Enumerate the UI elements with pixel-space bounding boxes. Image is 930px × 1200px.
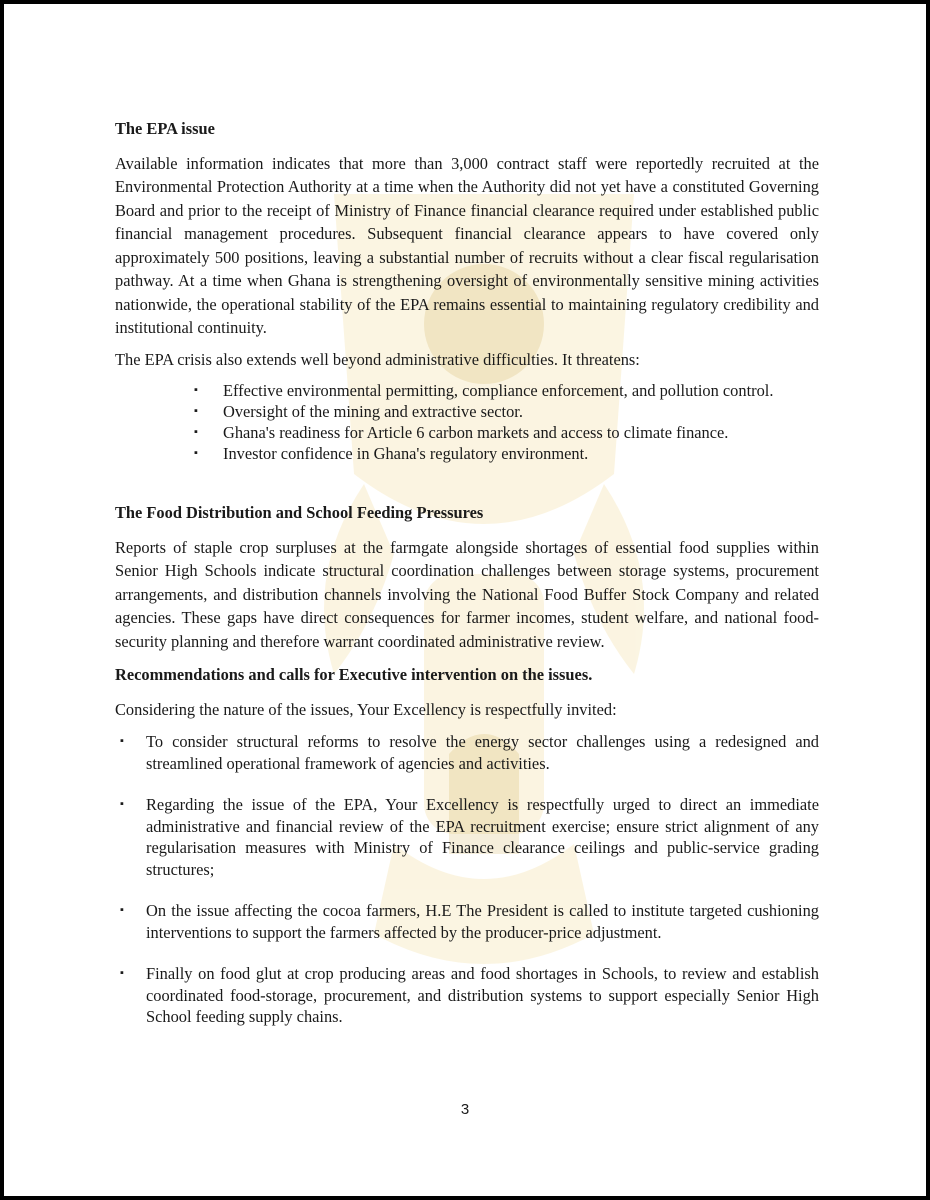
recommendations-heading: Recommendations and calls for Executive intervention on the issues.	[115, 665, 593, 684]
epa-paragraph-2: The EPA crisis also extends well beyond administrative difficulties. It threatens:	[115, 349, 640, 369]
document-body	[115, 117, 819, 1028]
list-item	[120, 731, 819, 774]
bullet-icon: ▪	[194, 447, 198, 459]
list-item	[194, 422, 819, 443]
threat-text: Effective environmental permitting, compliance enforcement, and pollution control.	[223, 381, 774, 400]
epa-heading: The EPA issue	[115, 119, 215, 138]
threat-text: Oversight of the mining and extractive sector.	[223, 402, 523, 421]
list-item	[120, 900, 819, 943]
food-heading: The Food Distribution and School Feeding Pressures	[115, 503, 484, 522]
document-page	[4, 4, 926, 1196]
bullet-icon: ▪	[120, 967, 124, 979]
page-number: 3	[460, 1101, 470, 1118]
threat-text: Ghana's readiness for Article 6 carbon markets and access to climate finance.	[223, 423, 729, 442]
recommendation-text: Finally on food glut at crop producing areas and food shortages in Schools, to review and establish coordinated food-storage, procurement, and distribution systems to support especially Senior High School feeding supply chains.	[146, 964, 819, 1026]
epa-paragraph-1: Available information indicates that more than 3,000 contract staff were reportedly recruited at the Environmental Protection Authority at a time when the Authority did not yet have a constituted Governing Board and prior to the receipt of Ministry of Finance financial clearance required under established public financial management procedures. Subsequent financial clearance appears to have covered only approximately 500 positions, leaving a substantial number of recruits without a clear fiscal regularisation pathway. At a time when Ghana is strengthening oversight of environmentally sensitive mining activities nationwide, the operational stability of the EPA remains essential to maintaining regulatory credibility and institutional continuity.	[115, 153, 819, 337]
recommendations-intro: Considering the nature of the issues, Your Excellency is respectfully invited:	[115, 699, 617, 719]
recommendation-text: Regarding the issue of the EPA, Your Excellency is respectfully urged to direct an immediate administrative and financial review of the EPA recruitment exercise; ensure strict alignment of any regularisation measures with Ministry of Finance clearance ceilings and public-service grading structures;	[146, 795, 819, 879]
list-item	[194, 401, 819, 422]
recommendation-text: To consider structural reforms to resolve the energy sector challenges using a redesigned and streamlined operational framework of agencies and activities.	[146, 732, 819, 773]
bullet-icon: ▪	[194, 384, 198, 396]
bullet-icon: ▪	[120, 735, 124, 747]
bullet-icon: ▪	[120, 798, 124, 810]
list-item	[194, 380, 819, 401]
bullet-icon: ▪	[120, 904, 124, 916]
recommendation-text: On the issue affecting the cocoa farmers, H.E The President is called to institute targeted cushioning interventions to support the farmers affected by the producer-price adjustment.	[146, 901, 819, 942]
threat-text: Investor confidence in Ghana's regulatory environment.	[223, 444, 589, 463]
recommendations-list	[115, 731, 819, 1028]
list-item	[120, 794, 819, 880]
food-paragraph: Reports of staple crop surpluses at the farmgate alongside shortages of essential food supplies within Senior High Schools indicate structural coordination challenges between storage systems, procurement arrangements, and distribution channels involving the National Food Buffer Stock Company and related agencies. These gaps have direct consequences for farmer incomes, student welfare, and national food-security planning and therefore warrant coordinated administrative review.	[115, 537, 819, 651]
list-item	[194, 443, 819, 464]
epa-threats-list	[115, 380, 819, 464]
list-item	[120, 963, 819, 1028]
bullet-icon: ▪	[194, 426, 198, 438]
bullet-icon: ▪	[194, 405, 198, 417]
